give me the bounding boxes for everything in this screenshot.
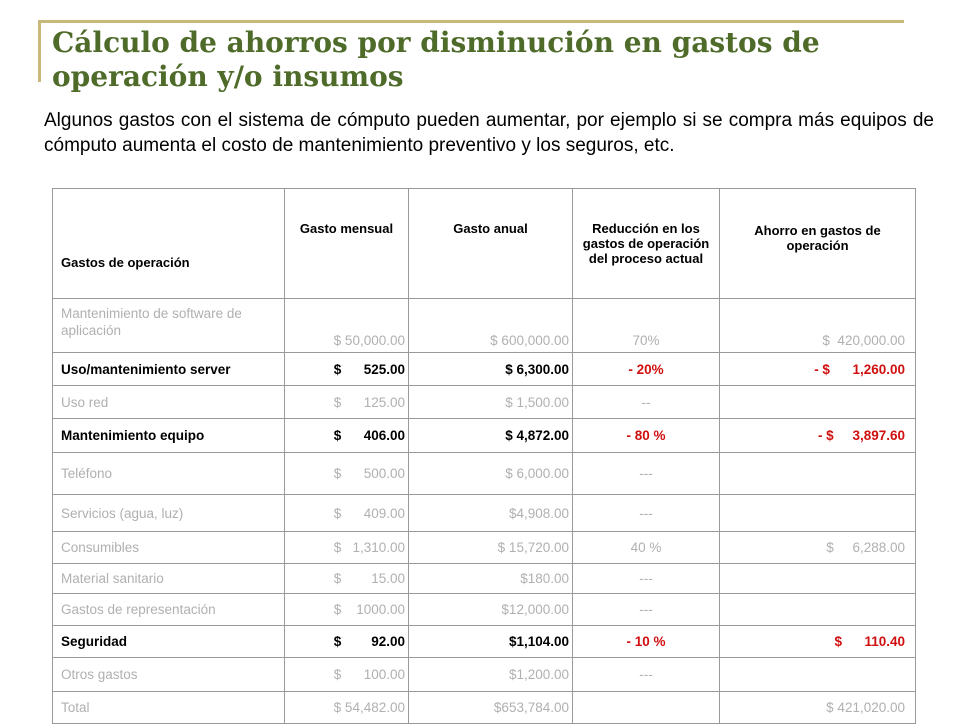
row-annual: $653,784.00 [409, 692, 573, 724]
row-concept: Seguridad [53, 626, 285, 658]
table-row [53, 453, 916, 495]
row-reduction: --- [573, 495, 720, 532]
row-annual: $180.00 [409, 564, 573, 594]
table-row [53, 419, 916, 453]
row-reduction: --- [573, 453, 720, 495]
row-savings [720, 594, 916, 626]
row-annual: $ 6,300.00 [409, 353, 573, 386]
row-reduction: --- [573, 594, 720, 626]
row-savings [720, 564, 916, 594]
table-row [53, 299, 916, 353]
row-concept: Uso/mantenimiento server [53, 353, 285, 386]
table-header-row [53, 189, 916, 299]
row-monthly: $ 92.00 [285, 626, 409, 658]
row-concept: Gastos de representación [53, 594, 285, 626]
row-monthly: $ 54,482.00 [285, 692, 409, 724]
row-monthly: $ 50,000.00 [285, 299, 409, 353]
header-annual: Gasto anual [409, 189, 573, 299]
table-row [53, 353, 916, 386]
row-concept: Material sanitario [53, 564, 285, 594]
row-savings [720, 658, 916, 692]
row-concept: Otros gastos [53, 658, 285, 692]
row-monthly: $ 1000.00 [285, 594, 409, 626]
row-savings: $ 110.40 [720, 626, 916, 658]
row-savings: - $ 1,260.00 [720, 353, 916, 386]
row-reduction: -- [573, 386, 720, 419]
row-concept-text: Mantenimiento de software de aplicación [61, 306, 242, 338]
row-savings [720, 386, 916, 419]
row-monthly: $ 525.00 [285, 353, 409, 386]
row-monthly: $ 1,310.00 [285, 532, 409, 564]
row-monthly: $ 15.00 [285, 564, 409, 594]
row-reduction [573, 692, 720, 724]
row-savings: $ 420,000.00 [720, 299, 916, 353]
row-concept: Consumibles [53, 532, 285, 564]
table-row [53, 594, 916, 626]
row-annual: $ 600,000.00 [409, 299, 573, 353]
row-annual: $4,908.00 [409, 495, 573, 532]
row-concept: Teléfono [53, 453, 285, 495]
table-row [53, 626, 916, 658]
row-annual: $1,104.00 [409, 626, 573, 658]
row-concept: Total [53, 692, 285, 724]
row-annual: $ 15,720.00 [409, 532, 573, 564]
row-reduction: - 10 % [573, 626, 720, 658]
row-savings [720, 453, 916, 495]
title-top-rule [38, 20, 904, 23]
table-row [53, 532, 916, 564]
row-monthly: $ 500.00 [285, 453, 409, 495]
table-row [53, 692, 916, 724]
row-savings [720, 495, 916, 532]
operating-costs-table [52, 188, 916, 724]
row-reduction: 40 % [573, 532, 720, 564]
row-reduction: - 20% [573, 353, 720, 386]
row-annual: $ 4,872.00 [409, 419, 573, 453]
table-row [53, 386, 916, 419]
row-concept [53, 299, 285, 353]
header-savings: Ahorro en gastos de operación [720, 189, 916, 299]
intro-paragraph: Algunos gastos con el sistema de cómputo pueden aumentar, por ejemplo si se compra más equipos de cómputo aumenta el costo de mantenimiento preventivo y los seguros, etc. [44, 110, 934, 156]
row-concept: Servicios (agua, luz) [53, 495, 285, 532]
header-monthly: Gasto mensual [285, 189, 409, 299]
row-concept: Mantenimiento equipo [53, 419, 285, 453]
row-savings: $ 421,020.00 [720, 692, 916, 724]
row-annual: $12,000.00 [409, 594, 573, 626]
row-monthly: $ 125.00 [285, 386, 409, 419]
row-reduction: --- [573, 658, 720, 692]
row-annual: $1,200.00 [409, 658, 573, 692]
title-left-rule [38, 20, 41, 82]
row-reduction: --- [573, 564, 720, 594]
row-concept: Uso red [53, 386, 285, 419]
row-monthly: $ 409.00 [285, 495, 409, 532]
row-savings: - $ 3,897.60 [720, 419, 916, 453]
row-annual: $ 1,500.00 [409, 386, 573, 419]
header-concept: Gastos de operación [53, 189, 285, 299]
table-row [53, 564, 916, 594]
table-row [53, 658, 916, 692]
table-row [53, 495, 916, 532]
slide-title: Cálculo de ahorros por disminución en gastos de operación y/o insumos [52, 26, 820, 93]
row-reduction: 70% [573, 299, 720, 353]
row-annual: $ 6,000.00 [409, 453, 573, 495]
header-reduction: Reducción en los gastos de operación del proceso actual [573, 189, 720, 299]
row-savings: $ 6,288.00 [720, 532, 916, 564]
row-reduction: - 80 % [573, 419, 720, 453]
row-monthly: $ 406.00 [285, 419, 409, 453]
row-monthly: $ 100.00 [285, 658, 409, 692]
